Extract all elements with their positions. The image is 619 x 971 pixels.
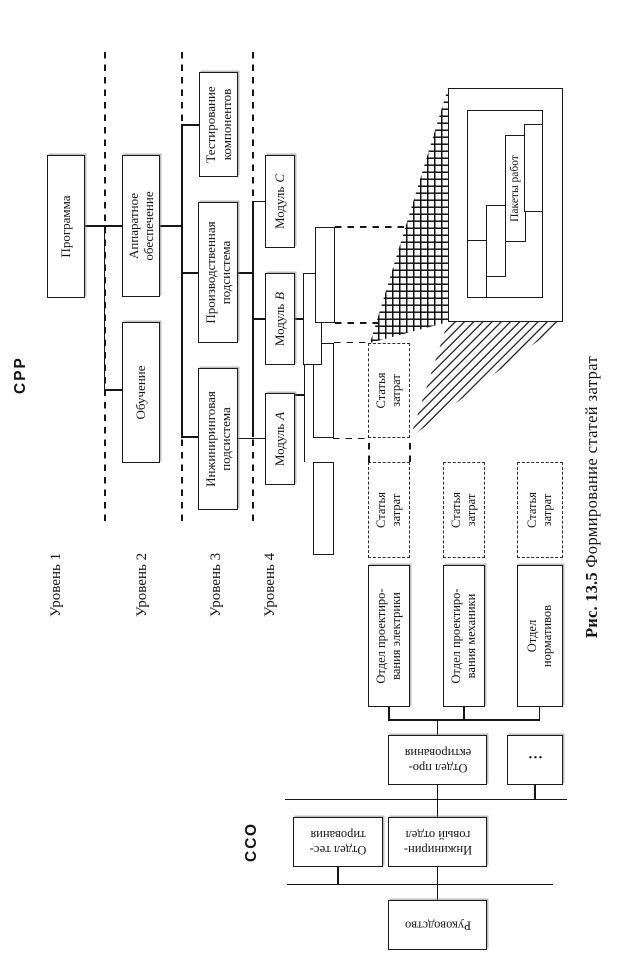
dept-standards: Отдел нормативов	[517, 565, 563, 707]
projection-dashed-line	[335, 322, 378, 324]
dept-mechanical-design: Отдел проектиро- вания механики	[443, 565, 485, 707]
obs-level-line	[285, 799, 567, 801]
connector-line	[388, 707, 390, 720]
breakdown-bar	[313, 462, 334, 555]
connector-line	[238, 438, 265, 440]
box-program	[47, 155, 85, 298]
work-package-bar	[486, 205, 506, 277]
projection-dashed-line	[335, 226, 407, 228]
connector-line	[181, 125, 199, 127]
cost-item-box: Статья затрат	[368, 462, 410, 558]
crosshatch-wedge	[370, 88, 448, 343]
obs-engineering-dept: Инжинирин- говый отдел	[388, 817, 487, 867]
connector-line	[252, 201, 265, 203]
box-training-label: Обучение	[133, 365, 149, 420]
dept-electrical-design: Отдел проектиро- вания электрики	[368, 565, 410, 707]
obs-title: ССО	[243, 821, 260, 862]
connector-line	[181, 125, 183, 437]
box-module-b: Модуль B	[265, 273, 295, 365]
cost-item-box: Статья затрат	[443, 462, 485, 558]
connector-line	[534, 785, 536, 800]
box-component-testing: Тестирование компонентов	[199, 72, 238, 177]
connector-line	[252, 319, 265, 321]
wbs-title: СРР	[12, 356, 29, 394]
figure-caption-number: Рис. 13.5	[582, 572, 601, 638]
obs-management: Руководство	[388, 900, 487, 950]
obs-ellipsis-box: …	[507, 735, 563, 785]
work-package-bar	[524, 124, 543, 212]
connector-line	[463, 707, 465, 720]
connector-line	[104, 226, 106, 391]
cost-item-box-highlight: Статья затрат	[368, 343, 410, 438]
diagonal-hatch-wedge	[410, 322, 563, 438]
projection-dashed-line	[333, 438, 370, 440]
level-label-1: Уровень 1	[48, 552, 64, 617]
connector-line	[181, 437, 198, 439]
box-engineering-subsystem: Инжиниринговая подсистема	[198, 368, 238, 510]
box-production-subsystem: Производственная подсистема	[198, 202, 238, 343]
level-label-2: Уровень 2	[134, 552, 150, 617]
projection-dashed-line	[368, 438, 370, 462]
level-label-4: Уровень 4	[262, 552, 278, 617]
connector-line	[437, 785, 439, 817]
figure-caption	[582, 356, 602, 638]
connector-line	[539, 707, 541, 720]
box-training	[122, 322, 160, 463]
cost-item-box: Статья затрат	[517, 462, 563, 558]
connector-line	[181, 273, 198, 275]
level-label-3: Уровень 3	[208, 552, 224, 617]
connector-line	[238, 273, 253, 275]
box-program-label: Программа	[58, 195, 74, 258]
connector-line	[295, 319, 303, 321]
connector-line	[337, 867, 339, 885]
obs-design-dept: Отдел про- ектирования	[388, 735, 487, 785]
connector-line	[437, 867, 439, 900]
connector-line	[160, 226, 182, 228]
connector-line	[104, 390, 123, 392]
obs-testing-dept: Отдел тес- тирования	[293, 817, 383, 867]
projection-dashed-line	[409, 438, 411, 462]
work-package-bar	[467, 240, 487, 298]
box-module-c: Модуль C	[265, 155, 295, 248]
box-hardware: Аппаратное обеспечение	[122, 155, 160, 297]
projection-dashed-line	[334, 342, 370, 344]
breakdown-bar	[315, 227, 335, 323]
figure-caption-text: Формирование статей затрат	[582, 355, 601, 568]
work-packages-box: Пакеты работ	[505, 135, 526, 242]
connector-line	[437, 720, 439, 735]
box-module-a: Модуль A	[265, 393, 295, 485]
obs-level-line	[287, 884, 553, 886]
